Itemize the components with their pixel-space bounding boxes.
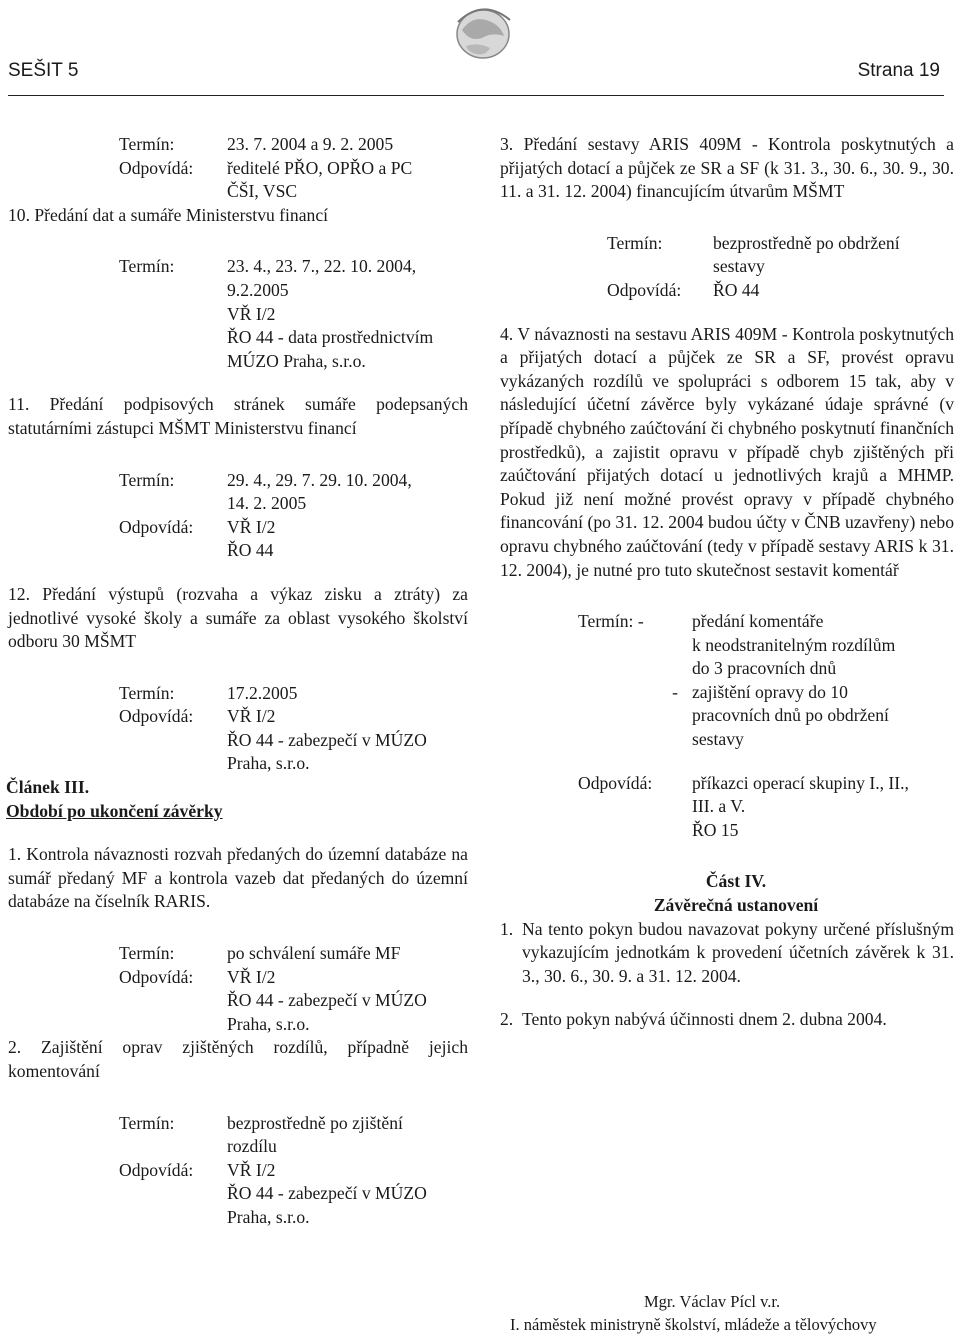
- odpovida-line: Praha, s.r.o.: [227, 753, 310, 774]
- termin-line: ŘO 44 - data prostřednictvím: [227, 327, 434, 348]
- final-item-number: 1.: [500, 918, 514, 939]
- header-section-label: SEŠIT 5: [8, 60, 79, 81]
- odpovida-line: VŘ I/2: [227, 706, 276, 727]
- termin-value: [227, 255, 468, 373]
- termin-line: bezprostředně po zjištění: [227, 1112, 403, 1133]
- item-3: 3. Předání sestavy ARIS 409M - Kontrola poskytnutých a přijatých dotací a půjček ze SR a SF (k 31. 3., 30. 6., 30. 9., 30. 11. a 31. 12. 2004) financujícím útvarům MŠMT: [500, 134, 954, 202]
- final-provisions-heading: Závěrečná ustanovení: [653, 895, 819, 916]
- termin-line: k neodstranitelným rozdílům: [692, 634, 896, 655]
- termin-value: [227, 1112, 468, 1159]
- odpovida-label: Odpovídá:: [119, 966, 194, 987]
- termin-label: Termín:: [119, 943, 175, 964]
- termin-line: VŘ I/2: [227, 303, 276, 324]
- termin-line: 23. 4., 23. 7., 22. 10. 2004,: [227, 256, 417, 277]
- block-termin-1: [119, 133, 468, 204]
- odpovida-label: Odpovídá:: [119, 157, 194, 178]
- odpovida-line: Praha, s.r.o.: [227, 1206, 310, 1227]
- odpovida-label: Odpovídá:: [607, 279, 682, 300]
- termin-line: předání komentáře: [692, 611, 824, 632]
- odpovida-value: [227, 1159, 468, 1230]
- termin-label: Termín:: [119, 682, 175, 703]
- section-heading: Období po ukončení závěrky: [6, 800, 223, 821]
- odpovida-line: ŘO 44 - zabezpečí v MÚZO: [227, 990, 427, 1011]
- header-divider: [8, 95, 944, 96]
- odpovida-line: ředitelé PŘO, OPŘO a PC: [227, 157, 413, 178]
- odpovida-label: Odpovídá:: [119, 1159, 194, 1180]
- article-heading: Článek III.: [6, 777, 90, 798]
- signature-name: Mgr. Václav Pícl v.r.: [644, 1292, 781, 1311]
- odpovida-line: VŘ I/2: [227, 966, 276, 987]
- termin-value: 23. 7. 2004 a 9. 2. 2005: [227, 134, 394, 154]
- termin-label: Termín:: [119, 1112, 175, 1133]
- final-item-text: Na tento pokyn budou navazovat pokyny určené příslušným vykazujícím jednotkám k provedení účetních závěrek k 31. 3., 30. 6., 30. 9. a 31. 12. 2004.: [522, 918, 954, 986]
- block-termin-4: [119, 682, 468, 776]
- item-11: 11. Předání podpisových stránek sumáře podepsaných statutárními zástupci MŠMT Ministerstvu financí: [8, 394, 468, 438]
- odpovida-value: [692, 752, 954, 843]
- termin-line: rozdílu: [227, 1136, 277, 1157]
- odpovida-line: VŘ I/2: [227, 1159, 276, 1180]
- termin-label: Termín:: [119, 134, 175, 154]
- block-termin-5: [119, 942, 468, 1036]
- termin-line: 9.2.2005: [227, 279, 289, 300]
- block-termin-3: [119, 469, 468, 563]
- odpovida-label: Odpovídá:: [119, 516, 194, 537]
- odpovida-value: [227, 705, 468, 776]
- part-heading: Část IV.: [705, 871, 767, 892]
- odpovida-value: [227, 516, 468, 563]
- termin-line: MÚZO Praha, s.r.o.: [227, 350, 366, 371]
- termin-line: 29. 4., 29. 7. 29. 10. 2004,: [227, 469, 412, 490]
- odpovida-label: Odpovídá:: [578, 772, 653, 793]
- item-10: 10. Předání dat a sumáře Ministerstvu financí: [8, 204, 329, 225]
- block-termin-8: [578, 610, 954, 842]
- odpovida-line: ŘO 44 - zabezpečí v MÚZO: [227, 729, 427, 750]
- header-page-number: Strana 19: [857, 60, 940, 81]
- block-termin-7: [607, 232, 954, 303]
- right-column: [500, 133, 954, 1032]
- odpovida-line: VŘ I/2: [227, 516, 276, 537]
- left-column: [6, 133, 468, 1230]
- termin-value: [227, 469, 468, 516]
- odpovida-line: ŘO 44 - zabezpečí v MÚZO: [227, 1183, 427, 1204]
- final-item-text: Tento pokyn nabývá účinnosti dnem 2. dubna 2004.: [522, 1009, 887, 1030]
- odpovida-line: Praha, s.r.o.: [227, 1013, 310, 1034]
- termin-line: pracovních dnů po obdržení: [692, 705, 889, 726]
- termin-value: po schválení sumáře MF: [227, 943, 401, 964]
- final-item-number: 2.: [500, 1009, 514, 1030]
- odpovida-value: [227, 157, 468, 204]
- termin-line: zajištění opravy do 10: [692, 681, 848, 702]
- termin-value-2: [692, 681, 954, 752]
- item-4: 4. V návaznosti na sestavu ARIS 409M - Kontrola poskytnutých a přijatých dotací a půjček ze SR a SF, provést opravu vykázaných rozdílů ve spolupráci s odborem 15 tak, aby v následující účetní závěrce byly vykázané údaje správné (v případě chybného zaúčtování či chybného poskytnutí finančních prostředků), a zajistit opravu v případě chyb zjištěných při zaúčtování přijatých dotací u jednotlivých krajů a MHMP. Pokud již není možné provést opravy v případě chybného financování (po 31. 12. 2004 budou účty v ČNB uzavřeny) nebo opravu chybného zaúčtování (tedy v případě sestavy ARIS k 31. 12. 2004), je nutné pro tuto skutečnost sestavit komentář: [500, 323, 954, 580]
- item-1: 1. Kontrola návaznosti rozvah předaných do územní databáze na sumář předaný MF a kontrola vazeb dat předaných do územní databáze na číselník RARIS.: [8, 844, 468, 912]
- termin-label: Termín: -: [578, 611, 644, 632]
- termin-value: [692, 610, 954, 681]
- odpovida-label: Odpovídá:: [119, 706, 194, 727]
- final-item-2: [500, 1008, 954, 1032]
- odpovida-value: ŘO 44: [713, 279, 760, 300]
- odpovida-line: III. a V.: [692, 796, 746, 817]
- final-item-1: [500, 918, 954, 989]
- termin-label: Termín:: [119, 256, 175, 277]
- odpovida-value: [227, 966, 468, 1037]
- termin-label: Termín:: [607, 232, 663, 253]
- dash-marker: -: [672, 681, 678, 702]
- termin-value: [713, 232, 954, 279]
- odpovida-line: ČŠI, VSC: [227, 181, 298, 202]
- termin-line: sestavy: [713, 256, 765, 277]
- termin-line: 14. 2. 2005: [227, 493, 307, 514]
- block-termin-2: [119, 255, 468, 373]
- item-2: 2. Zajištění oprav zjištěných rozdílů, případně jejich komentování: [8, 1037, 468, 1081]
- block-termin-6: [119, 1112, 468, 1230]
- signature-title: I. náměstek ministryně školství, mládeže a tělovýchovy: [510, 1315, 877, 1334]
- termin-line: sestavy: [692, 729, 744, 750]
- termin-label: Termín:: [119, 469, 175, 490]
- globe-logo: [448, 2, 518, 64]
- odpovida-line: ŘO 15: [692, 819, 739, 840]
- item-12: 12. Předání výstupů (rozvaha a výkaz zisku a ztráty) za jednotlivé vysoké školy a sumáře za oblast vysokého školství odboru 30 MŠMT: [8, 583, 468, 652]
- odpovida-line: ŘO 44: [227, 540, 274, 561]
- odpovida-line: příkazci operací skupiny I., II.,: [692, 772, 909, 793]
- termin-value: 17.2.2005: [227, 682, 298, 703]
- termin-line: bezprostředně po obdržení: [713, 232, 900, 253]
- termin-line: do 3 pracovních dnů: [692, 658, 837, 679]
